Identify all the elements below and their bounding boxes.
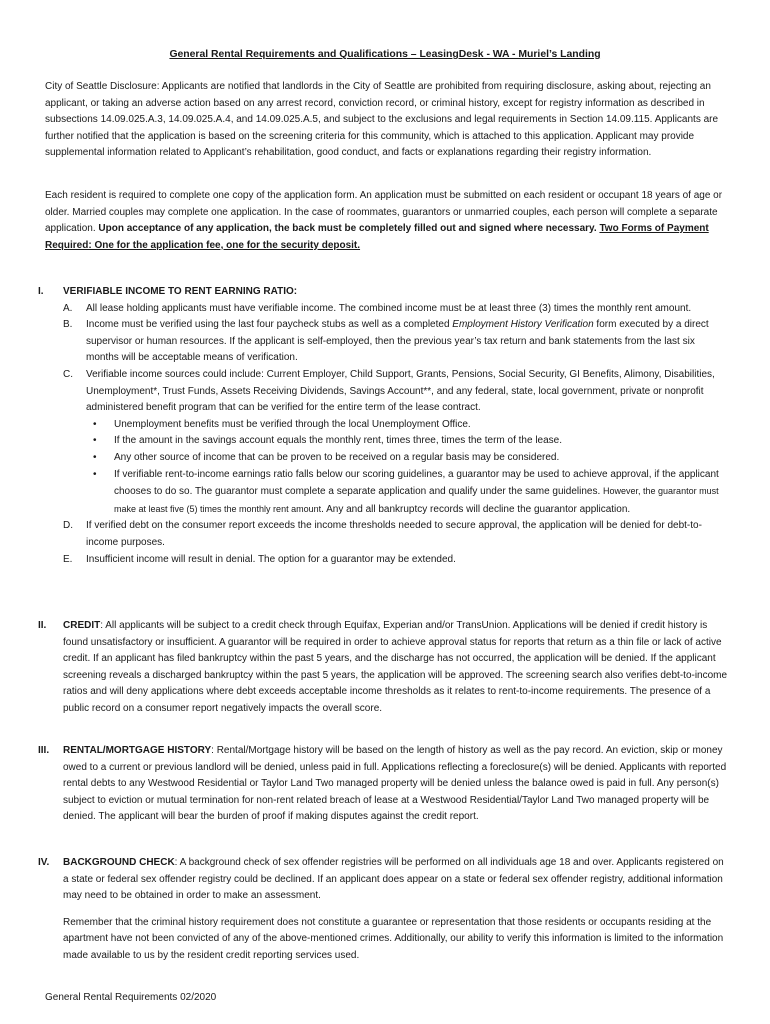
item-text-post: form executed by a direct supervisor or human resources. If the applicant is self-employed, then the previous year’s tax return and bank statements from the last six months will be acceptable means of verification. [86,319,709,364]
income-source-bullets [86,417,728,519]
page-footer: General Rental Requirements 02/2020 [45,992,217,1003]
bullet-text: Any other source of income that can be proven to be received on a regular basis may be considered. [114,451,560,463]
item-text: Insufficient income will result in denial. The option for a guarantor may be extended. [86,553,456,565]
bullet-item [86,417,728,434]
bullet-text-small: However, the guarantor must make at least five (5) times the monthly rent amount [114,486,719,514]
bullet-item [86,467,728,519]
bullet-icon: • [93,451,97,463]
item-letter: A. [63,302,73,314]
section-numeral: IV. [38,857,50,868]
list-item [63,317,728,367]
section-text: : All applicants will be subject to a credit check through Equifax, Experian and/or TransUnion. Applications will be denied if credit history is found unsatisfactory or insufficient. A guarantor will be required in order to achieve approval status for reports that return as a thin file or lack of active credit. If an applicant has filed bankruptcy within the past 5 years, and the discharge has not occurred, the application will be denied. If the applicant screening reveals a discharged bankruptcy within the past 5 years, the application will be approved. The screening search also verifies debt-to-income ratios and will deny applications where debt exceeds acceptable income thresholds as it relates to rent-to-income requirements. The presence of a public record on a consumer report negatively impacts the overall score. [63,620,728,714]
item-text: If verified debt on the consumer report exceeds the income thresholds needed to secure approval, the application will be denied for debt-to-income purposes. [86,520,702,548]
list-item [63,301,728,318]
bullet-text: Unemployment benefits must be verified through the local Unemployment Office. [114,418,471,430]
bullet-text: If the amount in the savings account equals the monthly rent, times three, times the term of the lease. [114,435,563,447]
application-text: Each resident is required to complete one copy of the application form. An application must be submitted on each resident or occupant 18 years of age or older. Married couples may complete one application. In the case of roommates, guarantors or unmarried couples, each person will complete a separate application. [45,190,723,235]
section-background-check [38,855,728,965]
section-rental-history [38,743,728,826]
item-letter: D. [63,520,73,532]
section-text: : A background check of sex offender registries will be performed on all individuals age 18 and over. Applicants registered on a state or federal sex offender registry could be declined. If an applicant does appear on a state or federal sex offender registry, additional information may need to be obtained in order to make an assessment. [63,857,724,902]
item-letter: B. [63,319,73,331]
section-heading: VERIFIABLE INCOME TO RENT EARNING RATIO: [63,286,298,297]
bullet-text-post: . Any and all bankruptcy records will decline the guarantor application. [321,503,631,515]
income-items [63,301,728,569]
application-bold-note: Upon acceptance of any application, the back must be completely filled out and signed where necessary. [98,223,597,235]
item-text-italic: Employment History Verification [452,319,594,331]
section-income [38,284,728,568]
application-requirements [45,188,727,254]
item-text-pre: Income must be verified using the last four paycheck stubs as well as a completed [86,319,453,331]
bullet-icon: • [93,468,97,480]
item-text: All lease holding applicants must have verifiable income. The combined income must be at least three (3) times the monthly rent amount. [86,302,692,314]
item-letter: E. [63,553,73,565]
seattle-disclosure: City of Seattle Disclosure: Applicants are notified that landlords in the City of Seattle are prohibited from requiring disclosure, asking about, rejecting an applicant, or taking an adverse action based on any arrest record, conviction record, or criminal history, except for registry information as described in subsections 14.09.025.A.3, 14.09.025.A.4, and 14.09.025.A.5, and subject to the exclusions and legal requirements in Section 14.09.115. Applicants are further notified that the application is based on the screening criteria for this community, which is attached to this application. Applicant may provide supplemental information related to Applicant’s rehabilitation, good conduct, and facts or explanations regarding their registry information. [45,81,719,159]
payment-forms-note: Two Forms of Payment Required: One for the application fee, one for the security deposit. [45,223,709,251]
background-check-paragraph [63,855,728,905]
item-letter: C. [63,368,73,380]
list-item [63,518,728,551]
item-text: Verifiable income sources could include: Current Employer, Child Support, Grants, Pensions, Social Security, GI Benefits, Alimony, Disabilities, Unemployment*, Trust Funds, Assets Receiving Dividends, Savings Account**, and any federal, state, local government, private or nonprofit administered benefit program that can be verified for the entire term of the lease contract. [86,368,715,414]
section-heading: RENTAL/MORTGAGE HISTORY [63,745,212,756]
bullet-text-pre: If verifiable rent-to-income earnings ratio falls below our scoring guidelines, a guarantor may be used to achieve approval, if the applicant chooses to do so. The guarantor must complete a separate application and qualify under the same guidelines. [114,468,719,498]
section-credit [38,618,728,718]
list-item [63,367,728,518]
section-numeral: III. [38,745,50,756]
list-item [63,552,728,569]
section-heading: BACKGROUND CHECK [63,857,175,868]
bullet-icon: • [93,435,97,447]
section-numeral: I. [38,286,44,297]
criminal-history-note: Remember that the criminal history requirement does not constitute a guarantee or representation that those residents or occupants residing at the apartment have not been convicted of any of the above-mentioned crimes. Additionally, our ability to verify this information is limited to the information made available to us by the resident credit reporting services used. [63,916,724,961]
bullet-item [86,433,728,450]
section-heading: CREDIT [63,620,101,631]
bullet-icon: • [93,418,97,430]
section-text: : Rental/Mortgage history will be based on the length of history as well as the pay record. An eviction, skip or money owed to a current or previous landlord will be denied, unless paid in full. Applications reflecting a foreclosure(s) will be denied. Applicants with reported rental debts to any Westwood Residential or Taylor Land Two managed property will be denied unless the balance owed is paid in full. Any person(s) subject to eviction or mutual termination for non-rent related breach of lease at a Westwood Residential/Taylor Land Two managed property will be denied. The applicant will bear the burden of proof if making disputes against the credit report. [63,745,727,823]
section-numeral: II. [38,620,47,631]
document-title: General Rental Requirements and Qualifications – LeasingDesk - WA - Muriel’s Landing [169,49,601,60]
bullet-item [86,450,728,467]
